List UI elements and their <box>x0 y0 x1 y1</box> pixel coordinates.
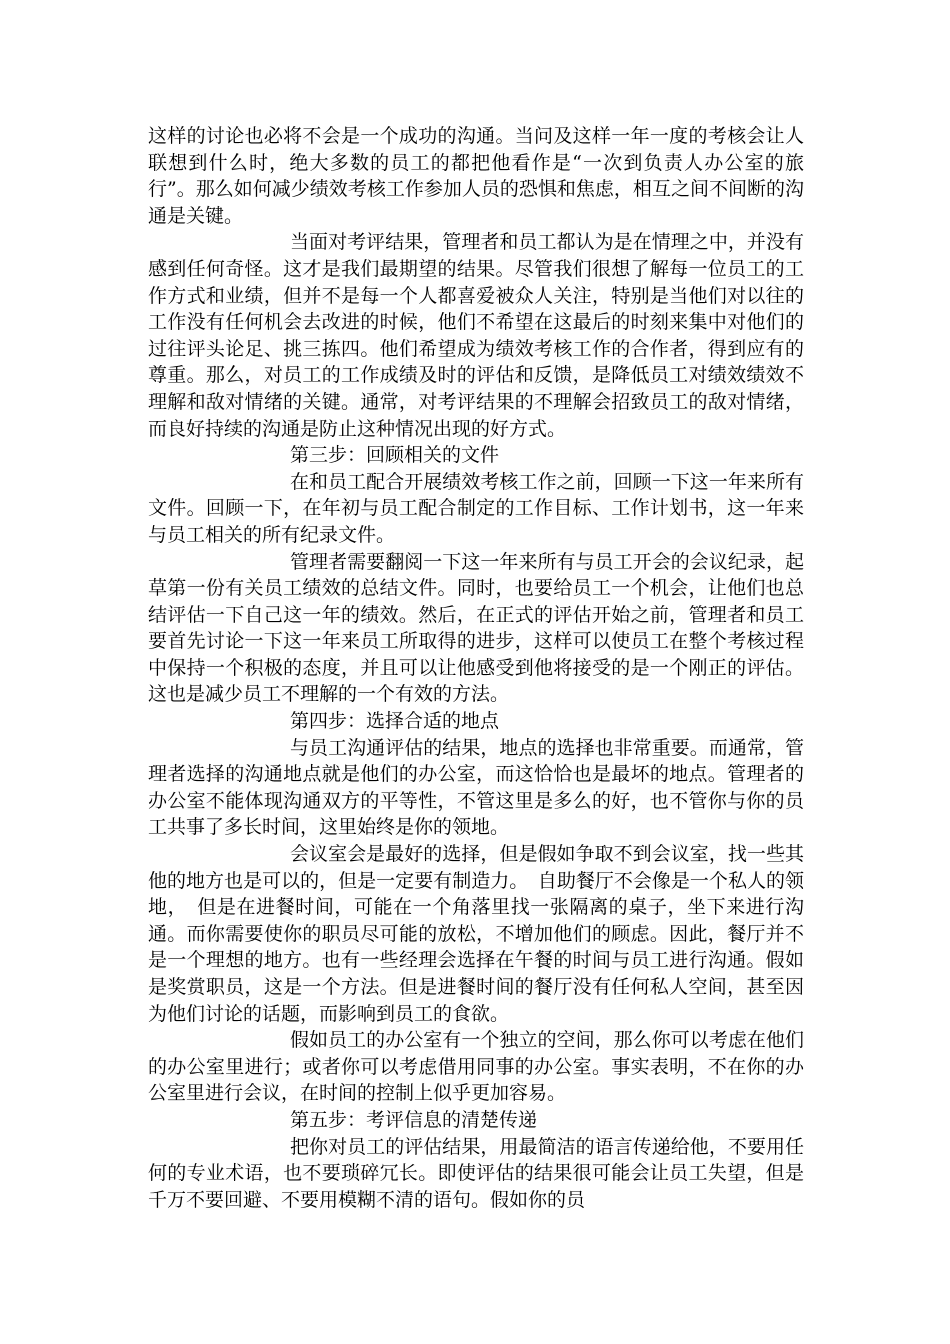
paragraph: 假如员工的办公室有一个独立的空间，那么你可以考虑在他们的办公室里进行；或者你可以考虑借用同事的办公室。事实表明，不在你的办公室里进行会议，在时间的控制上似乎更加容易。 <box>148 1029 804 1105</box>
section-heading: 第三步：回顾相关的文件 <box>290 444 500 467</box>
section-heading: 第五步：考评信息的清楚传递 <box>290 1108 538 1131</box>
paragraph: 与员工沟通评估的结果，地点的选择也非常重要。而通常，管理者选择的沟通地点就是他们的办公室，而这恰恰也是最坏的地点。管理者的办公室不能体现沟通双方的平等性，不管这里是多么的好，也不管你与你的员工共事了多长时间，这里始终是你的领地。 <box>148 736 804 839</box>
document-body <box>148 123 804 1213</box>
paragraph: 把你对员工的评估结果，用最简洁的语言传递给他，不要用任何的专业术语，也不要琐碎冗长。即使评估的结果很可能会让员工失望，但是千万不要回避、不要用模糊不清的语句。假如你的员 <box>148 1135 804 1211</box>
section-heading: 第四步：选择合适的地点 <box>290 710 500 733</box>
paragraph: 当面对考评结果，管理者和员工都认为是在情理之中，并没有感到任何奇怪。这才是我们最期望的结果。尽管我们很想了解每一位员工的工作方式和业绩，但并不是每一个人都喜爱被众人关注，特别是当他们对以往的工作没有任何机会去改进的时候，他们不希望在这最后的时刻来集中对他们的过往评头论足、挑三拣四。他们希望成为绩效考核工作的合作者，得到应有的尊重。那么，对员工的工作成绩及时的评估和反馈，是降低员工对绩效绩效不理解和敌对情绪的关键。通常，对考评结果的不理解会招致员工的敌对情绪，而良好持续的沟通是防止这种情况出现的好方式。 <box>148 231 804 440</box>
paragraph: 在和员工配合开展绩效考核工作之前，回顾一下这一年来所有文件。回顾一下，在年初与员工配合制定的工作目标、工作计划书，这一年来与员工相关的所有纪录文件。 <box>148 470 804 546</box>
paragraph: 会议室会是最好的选择，但是假如争取不到会议室，找一些其他的地方也是可以的，但是一定要有制造力。 自助餐厅不会像是一个私人的领地， 但是在进餐时间，可能在一个角落里找一张隔离的桌子，坐下来进行沟通。而你需要使你的职员尽可能的放松，不增加他们的顾虑。因此，餐厅并不是一个理想的地方。也有一些经理会选择在午餐的时间与员工进行沟通。假如是奖赏职员，这是一个方法。但是进餐时间的餐厅没有任何私人空间，甚至因为他们讨论的话题，而影响到员工的食欲。 <box>148 843 804 1025</box>
paragraph: 管理者需要翻阅一下这一年来所有与员工开会的会议纪录，起草第一份有关员工绩效的总结文件。同时，也要给员工一个机会，让他们也总结评估一下自己这一年的绩效。然后，在正式的评估开始之前，管理者和员工要首先讨论一下这一年来员工所取得的进步，这样可以使员工在整个考核过程中保持一个积极的态度，并且可以让他感受到他将接受的是一个刚正的评估。这也是减少员工不理解的一个有效的方法。 <box>148 550 804 706</box>
paragraph: 这样的讨论也必将不会是一个成功的沟通。当问及这样一年一度的考核会让人联想到什么时，绝大多数的员工的都把他看作是“一次到负责人办公室的旅行”。那么如何减少绩效考核工作参加人员的恐惧和焦虑，相互之间不间断的沟通是关键。 <box>148 125 804 227</box>
